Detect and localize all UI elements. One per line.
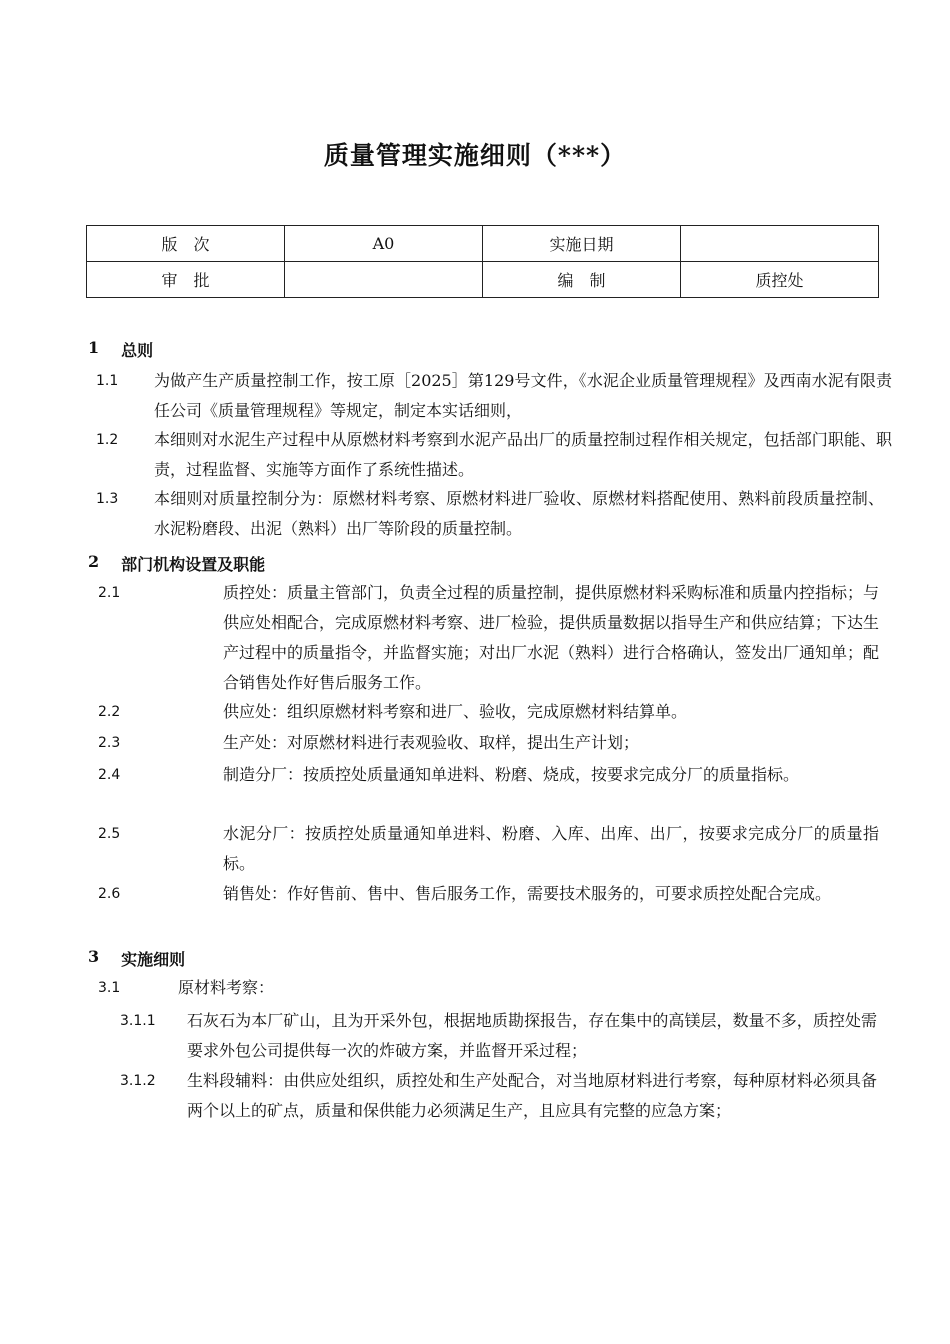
table-row xyxy=(87,262,879,298)
clause-number: 2.1 xyxy=(98,585,121,601)
clause-text: 原材料考察： xyxy=(178,978,275,997)
section-heading xyxy=(88,338,153,361)
clause-text: 质控处：质量主管部门，负责全过程的质量控制，提供原燃材料采购标准和质量内控指标；与供应处相配合，完成原燃材料考察、进厂检验，提供质量数据以指导生产和供应结算；下达生产过程中的质量指令，并监督实施；对出厂水泥（熟料）进行合格确认，签发出厂通知单；配合销售处作好售后服务工作。 xyxy=(223,583,880,692)
version-value: A0 xyxy=(285,226,483,262)
clause-2-6 xyxy=(98,879,879,909)
clause-3-1-1 xyxy=(120,1006,877,1066)
clause-2-2 xyxy=(98,697,879,727)
approval-label: 审 批 xyxy=(87,262,285,298)
section-number: 3 xyxy=(88,947,100,966)
clause-number: 3.1.2 xyxy=(120,1073,156,1089)
clause-number: 2.4 xyxy=(98,767,121,783)
clause-number: 3.1 xyxy=(98,980,121,996)
prepared-by-value: 质控处 xyxy=(681,262,879,298)
clause-3-1 xyxy=(98,973,778,1003)
document-title: 质量管理实施细则（***） xyxy=(323,141,627,170)
header-info-table xyxy=(86,225,879,298)
effective-date-value xyxy=(681,226,879,262)
clause-1-3 xyxy=(96,484,884,544)
clause-text: 本细则对水泥生产过程中从原燃材料考察到水泥产品出厂的质量控制过程作相关规定，包括部门职能、职责，过程监督、实施等方面作了系统性描述。 xyxy=(154,430,892,479)
clause-number: 3.1.1 xyxy=(120,1013,156,1029)
section-number: 1 xyxy=(88,338,100,357)
section-title: 实施细则 xyxy=(121,950,186,969)
clause-1-2 xyxy=(96,425,892,485)
clause-2-1 xyxy=(98,578,879,698)
clause-2-5 xyxy=(98,819,879,879)
clause-number: 2.5 xyxy=(98,826,121,842)
clause-text: 石灰石为本厂矿山，且为开采外包，根据地质勘探报告，存在集中的高镁层，数量不多，质控处需要求外包公司提供每一次的炸破方案，并监督开采过程； xyxy=(187,1011,877,1060)
clause-number: 1.2 xyxy=(96,432,119,448)
clause-text: 生料段辅料：由供应处组织，质控处和生产处配合，对当地原材料进行考察，每种原材料必须具备两个以上的矿点，质量和保供能力必须满足生产，且应具有完整的应急方案； xyxy=(187,1071,877,1120)
clause-2-4 xyxy=(98,760,879,790)
approval-value xyxy=(285,262,483,298)
clause-number: 2.3 xyxy=(98,735,121,751)
clause-text: 生产处：对原燃材料进行表观验收、取样，提出生产计划； xyxy=(223,733,640,752)
clause-text: 本细则对质量控制分为：原燃材料考察、原燃材料进厂验收、原燃材料搭配使用、熟料前段质量控制、水泥粉磨段、出泥（熟料）出厂等阶段的质量控制。 xyxy=(154,489,884,538)
section-heading xyxy=(88,947,185,970)
prepared-by-label: 编 制 xyxy=(483,262,681,298)
clause-number: 2.2 xyxy=(98,704,121,720)
clause-3-1-2 xyxy=(120,1066,877,1126)
clause-number: 1.1 xyxy=(96,373,119,389)
clause-1-1 xyxy=(96,366,892,426)
section-heading xyxy=(88,552,265,575)
effective-date-label: 实施日期 xyxy=(483,226,681,262)
clause-text: 供应处：组织原燃材料考察和进厂、验收，完成原燃材料结算单。 xyxy=(223,702,688,721)
clause-number: 2.6 xyxy=(98,886,121,902)
table-row xyxy=(87,226,879,262)
section-number: 2 xyxy=(88,552,100,571)
section-title: 总则 xyxy=(121,341,154,360)
version-label: 版 次 xyxy=(87,226,285,262)
clause-text: 销售处：作好售前、售中、售后服务工作，需要技术服务的，可要求质控处配合完成。 xyxy=(223,884,832,903)
clause-number: 1.3 xyxy=(96,491,119,507)
clause-text: 为做产生产质量控制工作，按工原［2025］第129号文件，《水泥企业质量管理规程》及西南水泥有限责任公司《质量管理规程》等规定，制定本实话细则， xyxy=(154,371,892,420)
clause-text: 制造分厂：按质控处质量通知单进料、粉磨、烧成，按要求完成分厂的质量指标。 xyxy=(223,765,800,784)
clause-2-3 xyxy=(98,728,879,758)
clause-text: 水泥分厂：按质控处质量通知单进料、粉磨、入库、出库、出厂，按要求完成分厂的质量指标。 xyxy=(223,824,879,873)
section-title: 部门机构设置及职能 xyxy=(121,555,266,574)
